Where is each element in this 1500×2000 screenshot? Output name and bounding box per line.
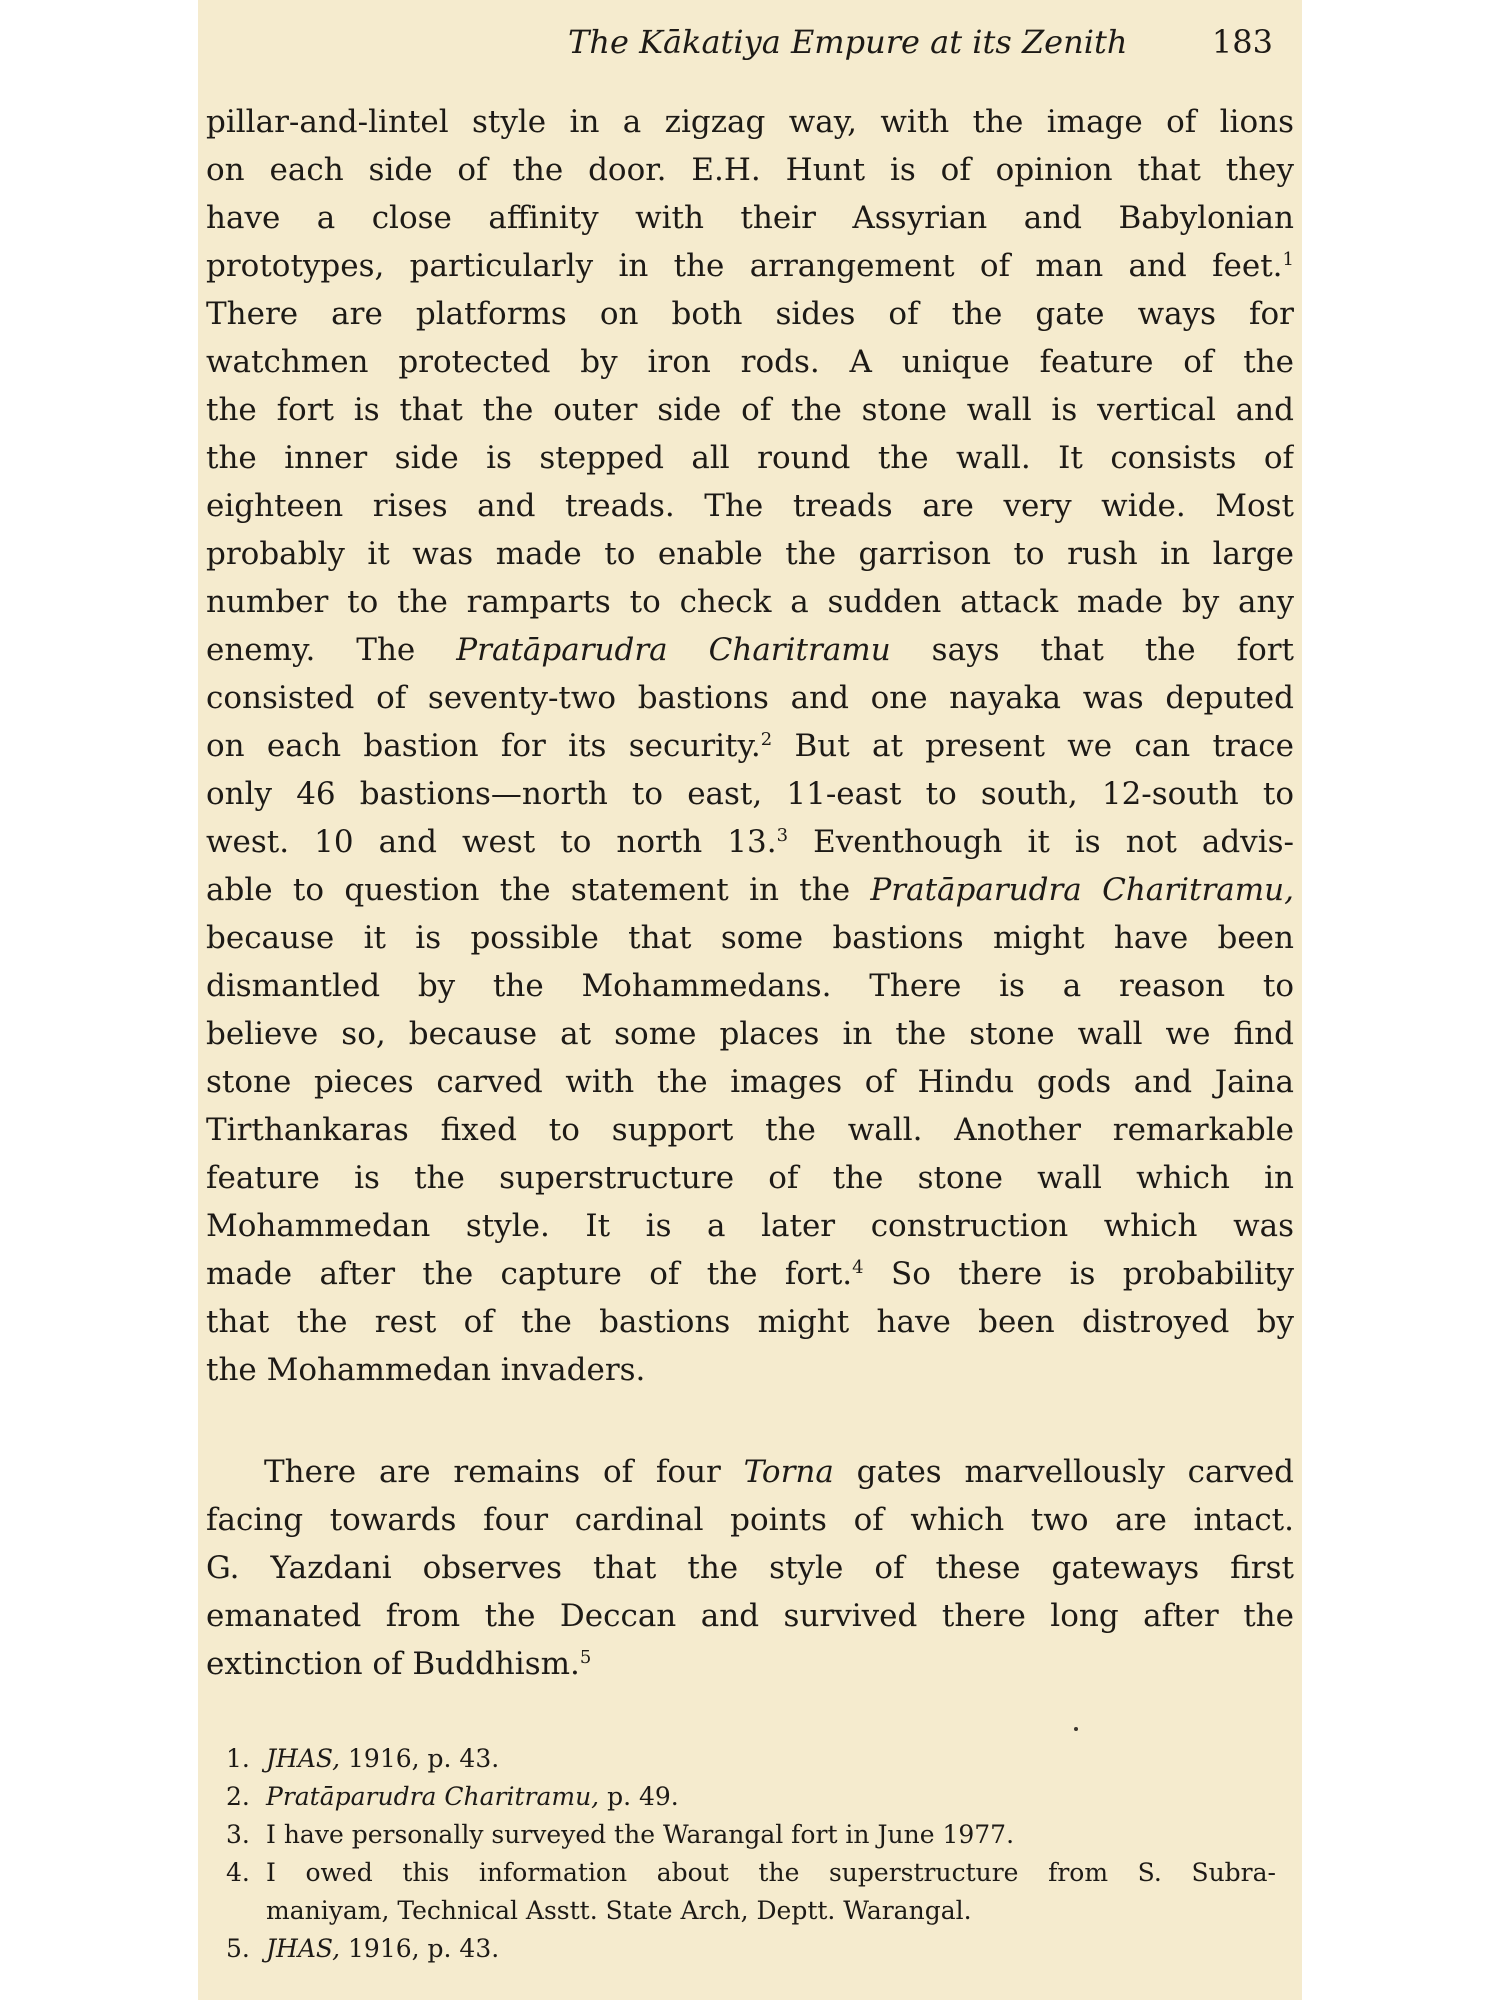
body-line: [206, 1250, 1294, 1298]
body-text: enemy. The: [206, 632, 416, 668]
body-text: prototypes, particularly in the arrangement of man and feet.: [206, 248, 1283, 284]
body-line: because it is possible that some bastions might have been: [206, 920, 1294, 956]
body-line: [206, 866, 1294, 914]
footnote-text: I owed this information about the superstructure from S. Subra-: [266, 1858, 1276, 1887]
body-text: on each bastion for its security.: [206, 728, 761, 764]
body-text: But at present we can trace: [794, 728, 1294, 764]
body-line: facing towards four cardinal points of which two are intact.: [206, 1502, 1294, 1538]
body-line: only 46 bastions—north to east, 11-east to south, 12-south to: [206, 776, 1294, 812]
footnote-detail: 1916, p. 43.: [348, 1744, 500, 1773]
body-line: the inner side is stepped all round the wall. It consists of: [206, 440, 1294, 476]
body-line: consisted of seventy-two bastions and one nayaka was deputed: [206, 680, 1294, 716]
body-text: gates marvellously carved: [856, 1454, 1294, 1490]
body-text: west. 10 and west to north 13.: [206, 824, 777, 860]
body-text: There are remains of four: [264, 1454, 721, 1490]
running-title: The Kākatiya Empure at its Zenith: [568, 23, 1128, 61]
footnote-number: 4.: [226, 1858, 250, 1887]
footnote-detail: p. 49.: [607, 1782, 679, 1811]
body-text: Eventhough it is not advis-: [813, 824, 1294, 860]
gate-name: Torna: [743, 1454, 834, 1490]
body-line: on each side of the door. E.H. Hunt is of opinion that they: [206, 152, 1294, 188]
body-line: believe so, because at some places in the stone wall we find: [206, 1016, 1294, 1052]
running-header: [568, 18, 1273, 68]
footnote-item: [226, 1930, 1276, 1968]
print-mark: [1074, 1727, 1078, 1731]
body-line: the Mohammedan invaders.: [206, 1352, 646, 1388]
footnote-source: JHAS,: [266, 1934, 341, 1963]
footnote-number: 3.: [226, 1820, 250, 1849]
footnote-reference: 4: [852, 1257, 864, 1278]
body-text: able to question the statement in the: [206, 872, 851, 908]
body-line: stone pieces carved with the images of Hindu gods and Jaina: [206, 1064, 1294, 1100]
footnote-reference: 5: [579, 1647, 592, 1668]
footnote-text: I have personally surveyed the Warangal fort in June 1977.: [266, 1820, 1015, 1849]
body-line: pillar-and-lintel style in a zigzag way, with the image of lions: [206, 104, 1294, 140]
book-page: [198, 0, 1302, 2000]
body-line: [206, 1448, 1294, 1496]
body-line: G. Yazdani observes that the style of these gateways first: [206, 1550, 1294, 1586]
footnote-source: Pratāparudra Charitramu,: [266, 1782, 600, 1811]
body-line: [206, 722, 1294, 770]
footnote-item: [226, 1740, 1276, 1778]
footnote-reference: 1: [1282, 249, 1294, 270]
body-text: made after the capture of the fort.: [206, 1256, 853, 1292]
body-line: number to the ramparts to check a sudden attack made by any: [206, 584, 1294, 620]
body-line: probably it was made to enable the garrison to rush in large: [206, 536, 1294, 572]
body-line: emanated from the Deccan and survived there long after the: [206, 1598, 1294, 1634]
book-title: Pratāparudra Charitramu: [456, 632, 891, 668]
body-line: the fort is that the outer side of the stone wall is vertical and: [206, 392, 1294, 428]
footnote-detail: 1916, p. 43.: [348, 1934, 500, 1963]
body-line: Tirthankaras fixed to support the wall. Another remarkable: [206, 1112, 1294, 1148]
body-line: [206, 818, 1294, 866]
body-text: extinction of Buddhism.: [206, 1646, 580, 1682]
body-line: dismantled by the Mohammedans. There is a reason to: [206, 968, 1294, 1004]
body-line: eighteen rises and treads. The treads are very wide. Most: [206, 488, 1294, 524]
footnote-reference: 2: [760, 729, 773, 750]
footnote-reference: 3: [776, 825, 789, 846]
footnote-item: [226, 1854, 1276, 1892]
body-line: [206, 626, 1294, 674]
body-line: [206, 1640, 1294, 1688]
book-title: Pratāparudra Charitramu,: [870, 872, 1294, 908]
body-line: Mohammedan style. It is a later construction which was: [206, 1208, 1294, 1244]
footnote-item: [226, 1778, 1276, 1816]
body-line: watchmen protected by iron rods. A unique feature of the: [206, 344, 1294, 380]
footnote-number: 5.: [226, 1934, 250, 1963]
body-line: [206, 242, 1294, 290]
body-line: There are platforms on both sides of the gate ways for: [206, 296, 1294, 332]
body-line: have a close affinity with their Assyrian and Babylonian: [206, 200, 1294, 236]
body-line: that the rest of the bastions might have been distroyed by: [206, 1304, 1294, 1340]
page-number: 183: [1211, 23, 1273, 61]
body-text: says that the fort: [931, 632, 1294, 668]
footnote-item: [226, 1816, 1276, 1854]
footnote-number: 1.: [226, 1744, 250, 1773]
body-text: So there is probability: [890, 1256, 1294, 1292]
body-line: feature is the superstructure of the stone wall which in: [206, 1160, 1294, 1196]
footnote-source: JHAS,: [266, 1744, 341, 1773]
footnote-continuation: maniyam, Technical Asstt. State Arch, Deptt. Warangal.: [266, 1896, 972, 1925]
footnote-number: 2.: [226, 1782, 250, 1811]
